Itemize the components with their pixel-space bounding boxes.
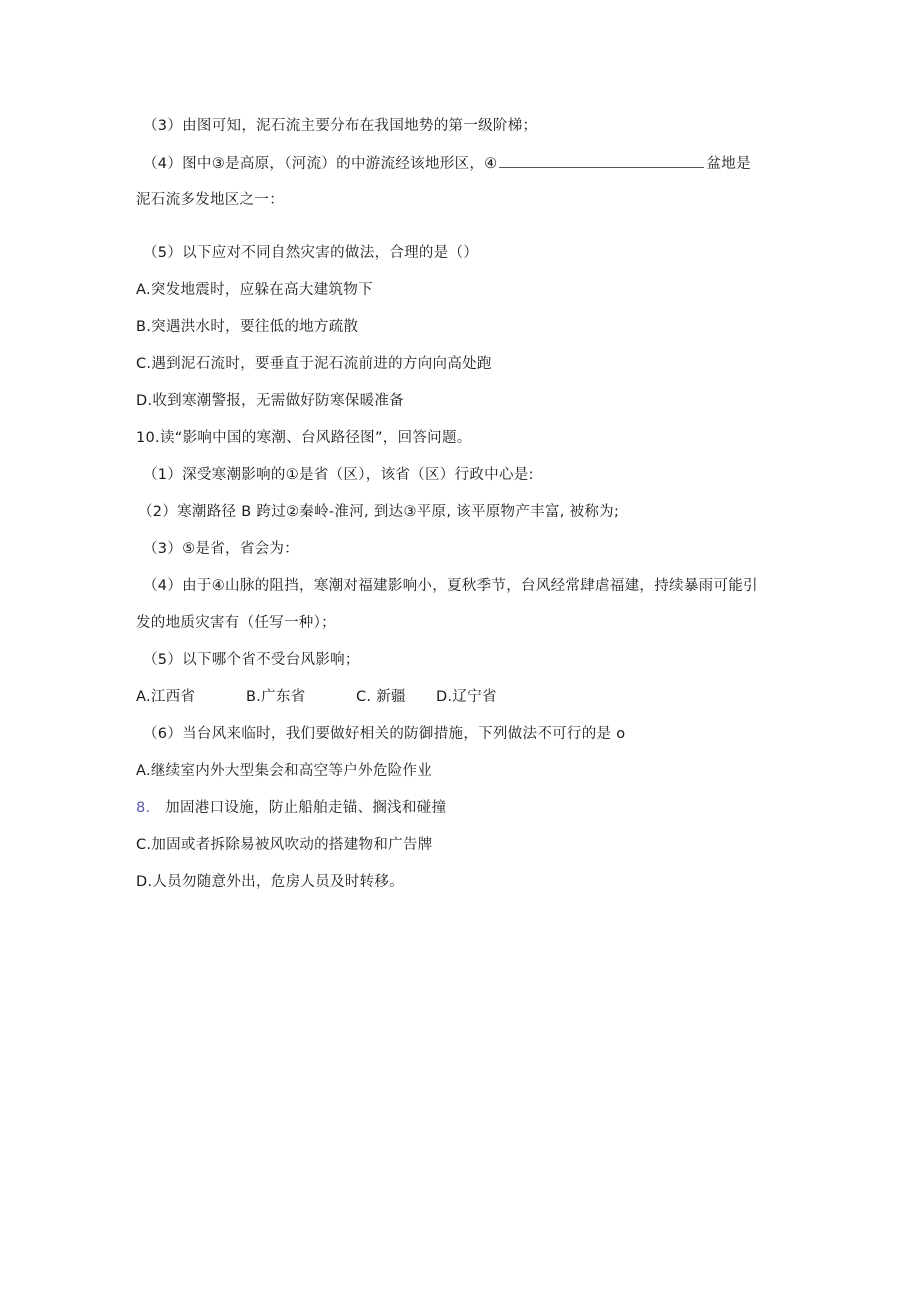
option-10-5-b: B.广东省 xyxy=(246,689,306,705)
question-9-4-text: （4）图中③是高原，（河流）的中游流经该地形区，④ xyxy=(143,156,498,172)
question-10-1: （1）深受寒潮影响的①是省（区），该省（区）行政中心是: xyxy=(143,467,534,483)
option-9-5-c: C.遇到泥石流时，要垂直于泥石流前进的方向向高处跑 xyxy=(136,356,492,372)
option-10-6-c: C.加固或者拆除易被风吹动的搭建物和广告牌 xyxy=(136,837,433,853)
question-10-3: （3）⑤是省，省会为： xyxy=(143,541,300,557)
question-10-6: （6）当台风来临时，我们要做好相关的防御措施，下列做法不可行的是 o xyxy=(143,726,626,742)
question-10-5-options xyxy=(136,687,516,707)
option-10-5-c: C. 新疆 xyxy=(356,689,406,705)
answer-blank[interactable] xyxy=(499,153,704,168)
question-10-2: （2）寒潮路径 B 跨过②秦岭-淮河, 到达③平原, 该平原物产丰富, 被称为; xyxy=(138,504,620,520)
option-10-6-b-text: 加固港口设施，防止船舶走锚、搁浅和碰撞 xyxy=(165,800,447,816)
question-9-4-line1 xyxy=(143,153,751,174)
question-10-5: （5）以下哪个省不受台风影响； xyxy=(143,652,360,668)
question-10-4-line1: （4）由于④山脉的阻挡，寒潮对福建影响小，夏秋季节，台风经常肆虐福建，持续暴雨可能引 xyxy=(143,578,758,594)
question-10-4-line2: 发的地质灾害有（任写一种）； xyxy=(136,615,336,631)
question-9-3: （3）由图可知，泥石流主要分布在我国地势的第一级阶梯； xyxy=(143,118,538,134)
question-9-4-line2: 泥石流多发地区之一： xyxy=(136,192,284,208)
option-10-5-d: D.辽宁省 xyxy=(436,689,497,705)
question-9-5: （5）以下应对不同自然灾害的做法，合理的是（） xyxy=(143,245,479,261)
question-9-4-suffix: 盆地是 xyxy=(706,156,751,172)
question-10-title: 10.读“影响中国的寒潮、台风路径图”，回答问题。 xyxy=(136,430,472,446)
option-10-6-b xyxy=(136,798,446,818)
option-10-5-a: A.江西省 xyxy=(136,689,196,705)
option-10-6-a: A.继续室内外大型集会和高空等户外危险作业 xyxy=(136,763,433,779)
option-9-5-d: D.收到寒潮警报，无需做好防寒保暖准备 xyxy=(136,393,404,409)
option-9-5-b: B.突遇洪水时，要往低的地方疏散 xyxy=(136,319,359,335)
option-9-5-a: A.突发地震时，应躲在高大建筑物下 xyxy=(136,282,373,298)
option-10-6-b-number: 8. xyxy=(136,800,151,816)
option-10-6-d: D.人员勿随意外出，危房人员及时转移。 xyxy=(136,874,404,890)
